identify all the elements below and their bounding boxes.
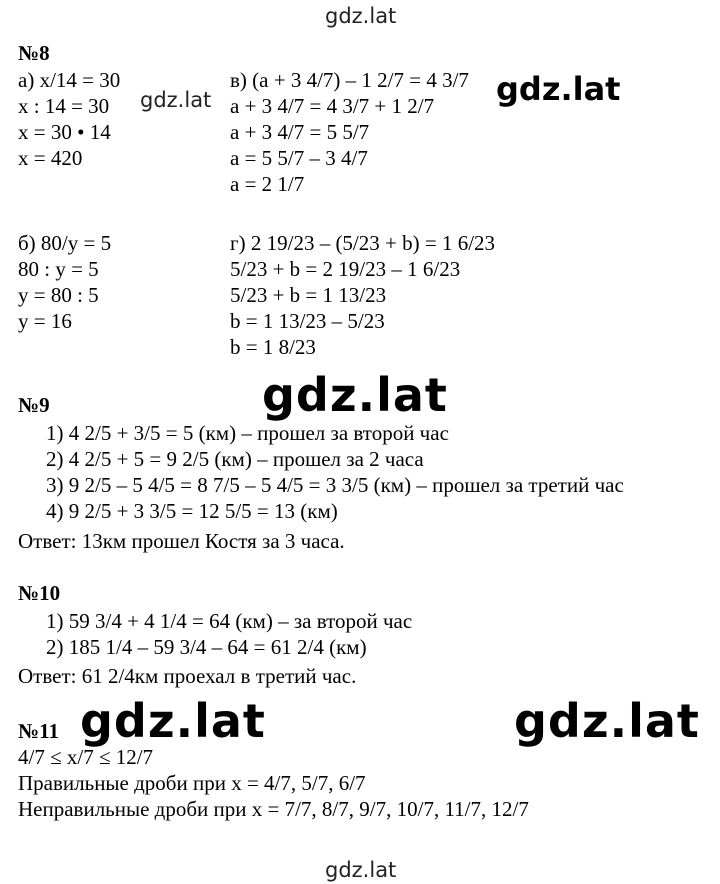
task8-v-line-3: a + 3 4/7 = 5 5/7 [230,120,370,144]
task8-b-line-1: б) 80/y = 5 [18,231,112,255]
task11-line-2: Правильные дроби при x = 4/7, 5/7, 6/7 [18,771,366,795]
task11-title: №11 [18,719,59,743]
task8-b-line-4: y = 16 [18,309,72,333]
watermark-top: gdz.lat [325,4,397,28]
task9-line-3: 3) 9 2/5 – 5 4/5 = 8 7/5 – 5 4/5 = 3 3/5 (км) – прошел за третий час [46,473,624,497]
task8-a-line-2: x : 14 = 30 [18,94,110,118]
task10-answer: Ответ: 61 2/4км проехал в третий час. [18,664,357,688]
task8-b-line-2: 80 : y = 5 [18,257,99,281]
task8-b-line-3: y = 80 : 5 [18,283,99,307]
task10-line-2: 2) 185 1/4 – 59 3/4 – 64 = 61 2/4 (км) [46,635,367,659]
task8-v-line-5: a = 2 1/7 [230,172,305,196]
task11-line-3: Неправильные дроби при x = 7/7, 8/7, 9/7, 10/7, 11/7, 12/7 [18,797,529,821]
task9-line-1: 1) 4 2/5 + 3/5 = 5 (км) – прошел за второй час [46,421,449,445]
task8-g-line-4: b = 1 13/23 – 5/23 [230,309,385,333]
watermark-task9: gdz.lat [262,368,448,422]
task8-a-line-1: а) x/14 = 30 [18,68,121,92]
task11-line-1: 4/7 ≤ x/7 ≤ 12/7 [18,745,154,769]
task9-line-4: 4) 9 2/5 + 3 3/5 = 12 5/5 = 13 (км) [46,499,338,523]
watermark-task8-right: gdz.lat [496,70,621,108]
task8-v-line-1: в) (a + 3 4/7) – 1 2/7 = 4 3/7 [230,68,469,92]
task8-title: №8 [18,41,50,65]
task9-title: №9 [18,393,50,417]
watermark-task8-small: gdz.lat [140,88,212,112]
task10-line-1: 1) 59 3/4 + 4 1/4 = 64 (км) – за второй час [46,609,413,633]
task8-a-line-3: x = 30 • 14 [18,120,111,144]
task8-g-line-3: 5/23 + b = 1 13/23 [230,283,387,307]
task8-g-line-5: b = 1 8/23 [230,335,316,359]
task8-v-line-2: a + 3 4/7 = 4 3/7 + 1 2/7 [230,94,435,118]
task9-answer: Ответ: 13км прошел Костя за 3 часа. [18,529,345,553]
task8-g-line-1: г) 2 19/23 – (5/23 + b) = 1 6/23 [230,231,496,255]
watermark-task11-right: gdz.lat [514,694,700,748]
task10-title: №10 [18,581,61,605]
watermark-task11-left: gdz.lat [80,694,266,748]
task8-v-line-4: a = 5 5/7 – 3 4/7 [230,146,368,170]
task8-a-line-4: x = 420 [18,146,83,170]
task8-g-line-2: 5/23 + b = 2 19/23 – 1 6/23 [230,257,461,281]
watermark-bottom: gdz.lat [325,858,397,882]
task9-line-2: 2) 4 2/5 + 5 = 9 2/5 (км) – прошел за 2 часа [46,447,424,471]
